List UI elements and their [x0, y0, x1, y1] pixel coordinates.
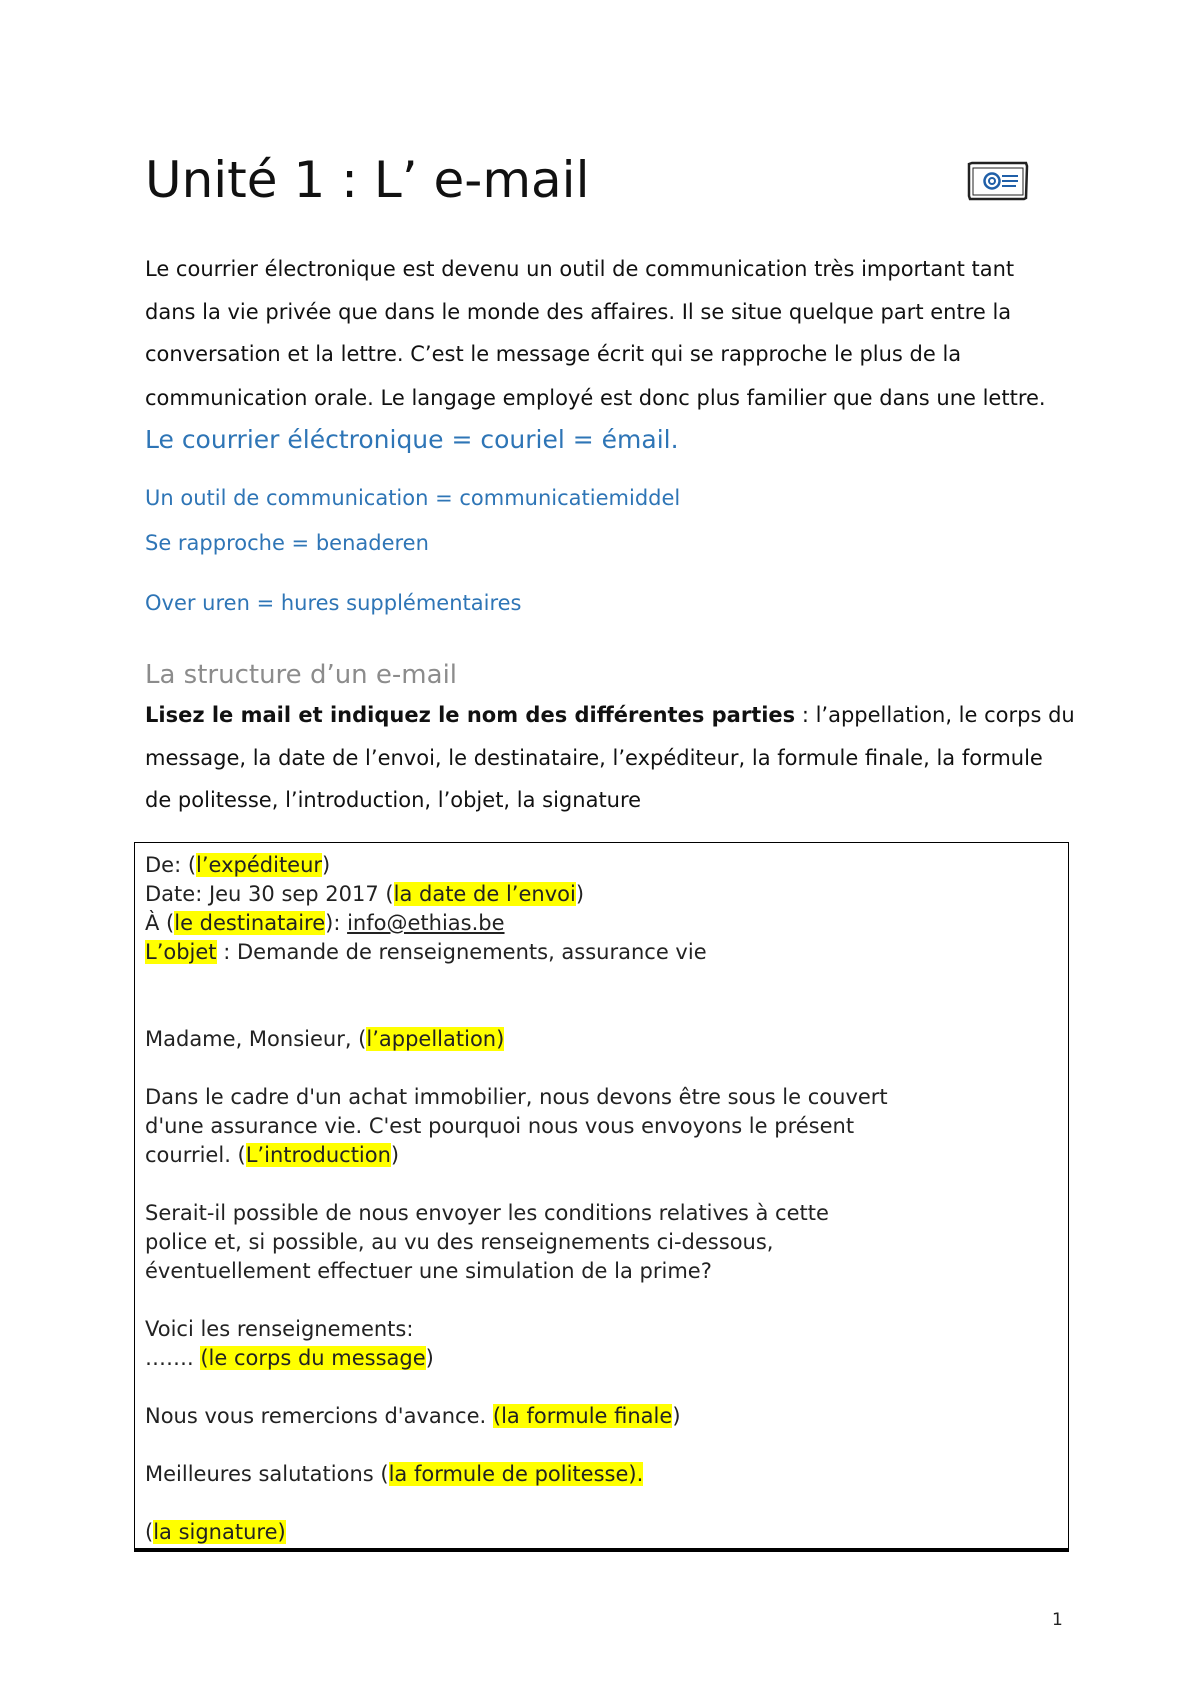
vocab-item: Se rapproche = benaderen — [145, 531, 429, 555]
mail-date-line: Date: Jeu 30 sep 2017 (la date de l’envoi) — [145, 882, 585, 906]
email-example-box — [134, 842, 1069, 1552]
intro-text: Le courrier électronique est devenu un outil de communication très important tant dans la vie privée que dans le monde des affaires. Il se situe quelque part entre la conversation et la lettre. C’est le message écrit qui se rapproche le plus de la communication orale. Le langage employé est donc plus familier que dans une lettre. — [145, 257, 1046, 410]
mail-to-line: À (le destinataire): info@ethias.be — [145, 911, 505, 935]
highlight-label: (le corps du message — [200, 1346, 426, 1370]
mail-body-line: éventuellement effectuer une simulation de la prime? — [145, 1259, 712, 1283]
highlight-label: le destinataire — [174, 911, 326, 935]
highlight-label: l’appellation) — [366, 1027, 505, 1051]
mail-final-line: Nous vous remercions d'avance. (la formule finale) — [145, 1404, 681, 1428]
email-icon — [966, 160, 1030, 202]
intro-definition: Le courrier éléctronique = couriel = émail. — [145, 425, 679, 454]
instruction-rest: : l’appellation, le corps du message, la date de l’envoi, le destinataire, l’expéditeur, la formule finale, la formule de politesse, l’introduction, l’objet, la signature — [145, 703, 1075, 812]
highlight-label: la date de l’envoi — [393, 882, 576, 906]
highlight-label: la signature) — [153, 1520, 286, 1544]
section-title: La structure d’un e-mail — [145, 660, 458, 690]
instruction-bold: Lisez le mail et indiquez le nom des différentes parties — [145, 703, 796, 727]
mail-greeting: Madame, Monsieur, (l’appellation) — [145, 1027, 505, 1051]
mail-body-line: police et, si possible, au vu des renseignements ci-dessous, — [145, 1230, 774, 1254]
vocab-item: Un outil de communication = communicatiemiddel — [145, 486, 681, 510]
highlight-label: (la formule finale — [492, 1404, 673, 1428]
intro-paragraph — [145, 248, 1065, 463]
highlight-label: l’expéditeur — [196, 853, 323, 877]
mail-corps-line: ……. (le corps du message) — [145, 1346, 434, 1370]
highlight-label: la formule de politesse). — [388, 1462, 644, 1486]
vocab-item: Over uren = hures supplémentaires — [145, 591, 522, 615]
mail-from-line: De: (l’expéditeur) — [145, 853, 331, 877]
mail-subject-line: L’objet : Demande de renseignements, assurance vie — [145, 940, 707, 964]
mail-polite-line: Meilleures salutations (la formule de politesse). — [145, 1462, 644, 1486]
mail-info-line: Voici les renseignements: — [145, 1317, 414, 1341]
mail-signature-line: (la signature) — [145, 1520, 286, 1544]
highlight-label: L’introduction — [245, 1143, 391, 1167]
mail-body-line: Serait-il possible de nous envoyer les conditions relatives à cette — [145, 1201, 829, 1225]
mail-intro-line: d'une assurance vie. C'est pourquoi nous vous envoyons le présent — [145, 1114, 855, 1138]
highlight-label: L’objet — [145, 940, 217, 964]
page-number: 1 — [1052, 1610, 1063, 1630]
email-link[interactable]: info@ethias.be — [347, 911, 505, 935]
page-title: Unité 1 : L’ e-mail — [145, 151, 590, 209]
mail-intro-line: Dans le cadre d'un achat immobilier, nous devons être sous le couvert — [145, 1085, 888, 1109]
instruction-paragraph — [145, 694, 1075, 822]
mail-intro-line: courriel. (L’introduction) — [145, 1143, 400, 1167]
